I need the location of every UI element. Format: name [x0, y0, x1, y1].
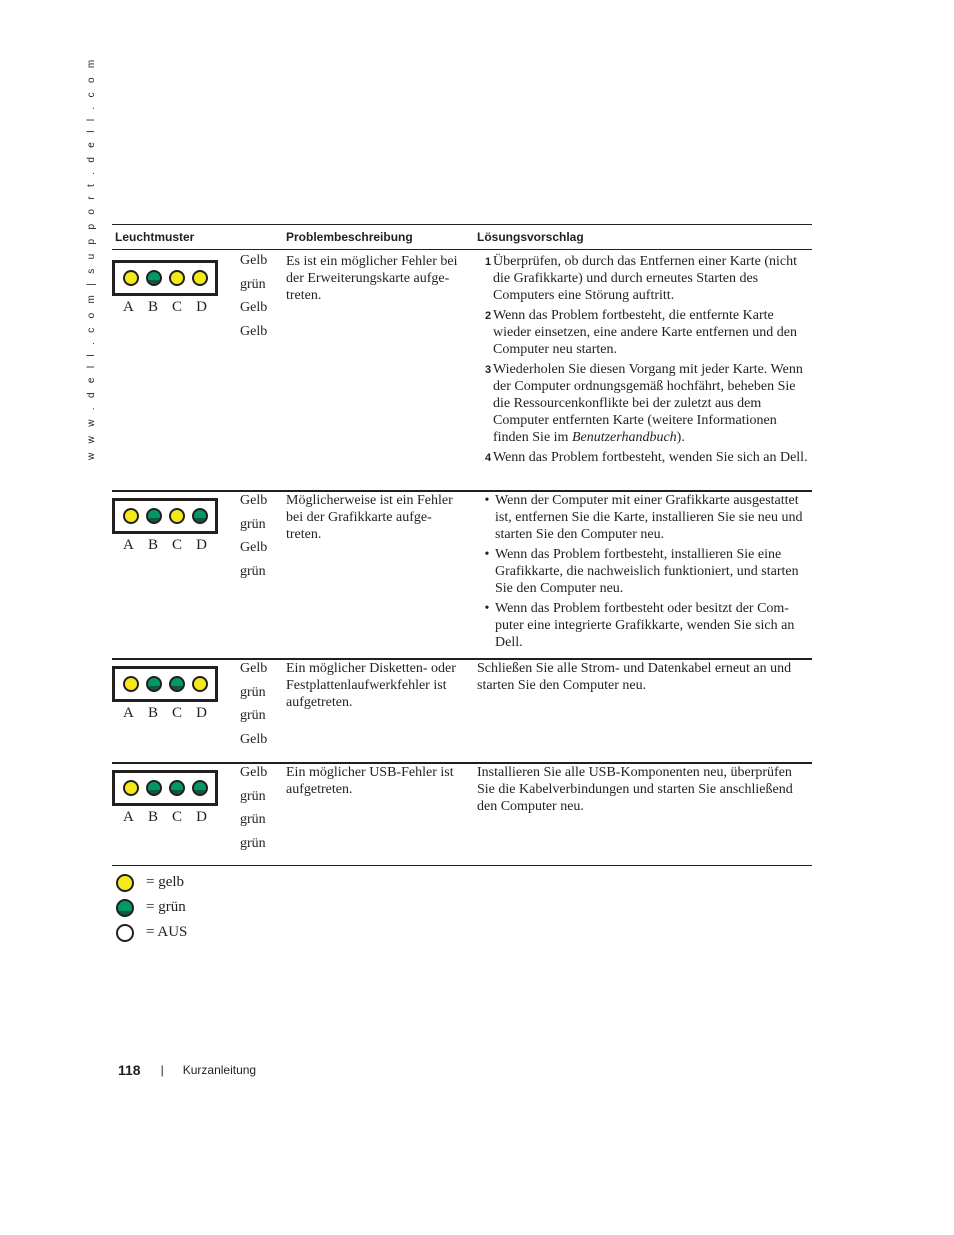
table-row: [112, 490, 812, 658]
led-color-list: [240, 657, 267, 751]
side-url: w w w . d e l l . c o m | s u p p o r t . d e l l . c o m: [86, 56, 97, 460]
letter-a: A: [123, 705, 134, 721]
section-title: Kurzanleitung: [182, 1063, 257, 1077]
color-c: Gelb: [240, 300, 268, 315]
color-a: Gelb: [240, 661, 268, 676]
header-problembeschreibung: Problembeschreibung: [286, 230, 413, 244]
led-cell: [112, 764, 286, 865]
led-b-icon: [146, 508, 162, 524]
step-number: 4: [485, 452, 492, 464]
led-d-icon: [192, 780, 208, 796]
footer-separator: |: [160, 1063, 164, 1077]
step-text: Überprüfen, ob durch das Entfernen einer Karte (nicht die Grafikkarte) und durch erneutes Starten des Computers eine Störung auftritt.: [493, 254, 797, 303]
led-color-list: [240, 249, 267, 343]
color-b: grün: [240, 788, 266, 804]
step-text: [493, 361, 812, 446]
led-a-icon: [123, 270, 139, 286]
letter-b: B: [147, 809, 158, 825]
color-a: Gelb: [240, 253, 268, 268]
led-panel: [112, 498, 218, 534]
color-d: grün: [240, 563, 266, 579]
letter-d: D: [196, 809, 207, 825]
solution-step: [477, 307, 812, 358]
legend-item-green: [116, 895, 187, 920]
page-footer: [118, 1062, 256, 1078]
led-letters: [112, 537, 218, 554]
color-b: grün: [240, 516, 266, 532]
led-panel: [112, 260, 218, 296]
yellow-led-icon: [116, 874, 134, 892]
color-c: grün: [240, 812, 266, 827]
table-row: [112, 658, 812, 762]
color-d: Gelb: [240, 731, 268, 747]
letter-c: C: [172, 537, 183, 553]
step-text: Wenn das Problem fortbesteht, wenden Sie sich an Dell.: [493, 450, 808, 465]
led-c-icon: [169, 780, 185, 796]
problem-description: Möglicherweise ist ein Fehler bei der Grafikkarte aufge-treten.: [286, 493, 453, 542]
solution-bullet: • Wenn das Problem fortbesteht, installieren Sie eine Grafikkarte, die nachweislich funktioniert, und starten Sie den Computer neu.: [477, 546, 812, 597]
green-led-icon: [116, 899, 134, 917]
led-panel: [112, 770, 218, 806]
problem-description: Es ist ein möglicher Fehler bei der Erweiterungskarte aufge-treten.: [286, 254, 458, 303]
step-text: Wenn das Problem fortbesteht, die entfernte Karte wieder einsetzen, eine andere Karte entfernen und den Computer neu starten.: [493, 308, 797, 357]
table-header: [112, 225, 812, 250]
solution-bullets: [477, 492, 812, 658]
color-d: grün: [240, 835, 266, 851]
step-number: 1: [485, 256, 492, 268]
letter-c: C: [172, 299, 183, 315]
legend-item-off: [116, 920, 187, 945]
step-number: 3: [485, 364, 492, 376]
solution-text: Schließen Sie alle Strom- und Datenkabel erneut an und starten Sie den Computer neu.: [477, 661, 792, 693]
letter-d: D: [196, 705, 207, 721]
letter-c: C: [172, 809, 183, 825]
legend-label: = AUS: [146, 924, 188, 940]
letter-c: C: [172, 705, 183, 721]
page-number: 118: [118, 1062, 141, 1078]
led-panel: [112, 666, 218, 702]
step-text-after: ).: [676, 430, 685, 445]
color-a: Gelb: [240, 493, 268, 508]
solution-bullet: • Wenn das Problem fortbesteht oder besitzt der Com-puter eine integrierte Grafikkarte, wenden Sie sich an Dell.: [477, 600, 812, 651]
solution-text: Installieren Sie alle USB-Komponenten neu, überprüfen Sie die Kabelverbindungen und starten Sie anschließend den Computer neu.: [477, 765, 793, 814]
solution-steps: [477, 250, 812, 490]
led-c-icon: [169, 508, 185, 524]
led-color-list: [240, 761, 267, 855]
led-a-icon: [123, 508, 139, 524]
problem-description: Ein möglicher Disketten- oder Festplattenlaufwerkfehler ist aufgetreten.: [286, 661, 456, 710]
step-number: 2: [485, 310, 492, 322]
led-b-icon: [146, 270, 162, 286]
led-c-icon: [169, 270, 185, 286]
led-b-icon: [146, 780, 162, 796]
led-b-icon: [146, 676, 162, 692]
solution-step: [477, 449, 812, 467]
led-letters: [112, 705, 218, 722]
bullet-text: Wenn das Problem fortbesteht oder besitzt der Com-puter eine integrierte Grafikkarte, wenden Sie sich an Dell.: [495, 601, 795, 650]
led-a-icon: [123, 780, 139, 796]
led-cell: [112, 660, 286, 762]
bullet-text: Wenn das Problem fortbesteht, installieren Sie eine Grafikkarte, die nachweislich funktioniert, und starten Sie den Computer neu.: [495, 547, 799, 596]
led-legend: [116, 870, 187, 945]
letter-a: A: [123, 537, 134, 553]
legend-label: = gelb: [146, 874, 185, 890]
manual-title: Benutzerhandbuch: [571, 430, 677, 445]
solution-bullet: • Wenn der Computer mit einer Grafikkarte ausgestattet ist, entfernen Sie die Karte, installieren Sie sie neu und starten Sie den Computer neu.: [477, 492, 812, 543]
solution-step: [477, 253, 812, 304]
led-color-list: [240, 489, 267, 583]
led-d-icon: [192, 676, 208, 692]
header-loesungsvorschlag: Lösungsvorschlag: [477, 230, 584, 244]
letter-d: D: [196, 299, 207, 315]
led-d-icon: [192, 508, 208, 524]
letter-a: A: [123, 809, 134, 825]
bullet-text: Wenn der Computer mit einer Grafikkarte ausgestattet ist, entfernen Sie die Karte, installieren Sie sie neu und starten Sie den Computer neu.: [495, 493, 803, 542]
letter-b: B: [147, 537, 158, 553]
color-c: Gelb: [240, 540, 268, 555]
led-cell: [112, 492, 286, 658]
letter-b: B: [147, 705, 158, 721]
color-a: Gelb: [240, 765, 268, 780]
step-text-before: Wiederholen Sie diesen Vorgang mit jeder Karte. Wenn der Computer ordnungsgemäß hochfährt, beheben Sie die Ressourcenkonflikte bei der zuletzt aus dem Computer entfernten Karte (weitere Informationen finden Sie im: [493, 362, 803, 445]
led-letters: [112, 299, 218, 316]
legend-label: = grün: [146, 899, 186, 915]
led-a-icon: [123, 676, 139, 692]
off-led-icon: [116, 924, 134, 942]
letter-b: B: [147, 299, 158, 315]
color-b: grün: [240, 684, 266, 700]
letter-d: D: [196, 537, 207, 553]
letter-a: A: [123, 299, 134, 315]
color-b: grün: [240, 276, 266, 292]
led-pattern-table: [112, 224, 812, 866]
legend-item-yellow: [116, 870, 187, 895]
table-row: [112, 250, 812, 490]
led-letters: [112, 809, 218, 826]
problem-description: Ein möglicher USB-Fehler ist aufgetreten.: [286, 765, 454, 797]
color-d: Gelb: [240, 323, 268, 339]
solution-step: [477, 361, 812, 446]
header-leuchtmuster: Leuchtmuster: [115, 230, 195, 244]
led-c-icon: [169, 676, 185, 692]
table-row: [112, 762, 812, 866]
color-c: grün: [240, 708, 266, 723]
led-d-icon: [192, 270, 208, 286]
led-cell: [112, 250, 286, 490]
